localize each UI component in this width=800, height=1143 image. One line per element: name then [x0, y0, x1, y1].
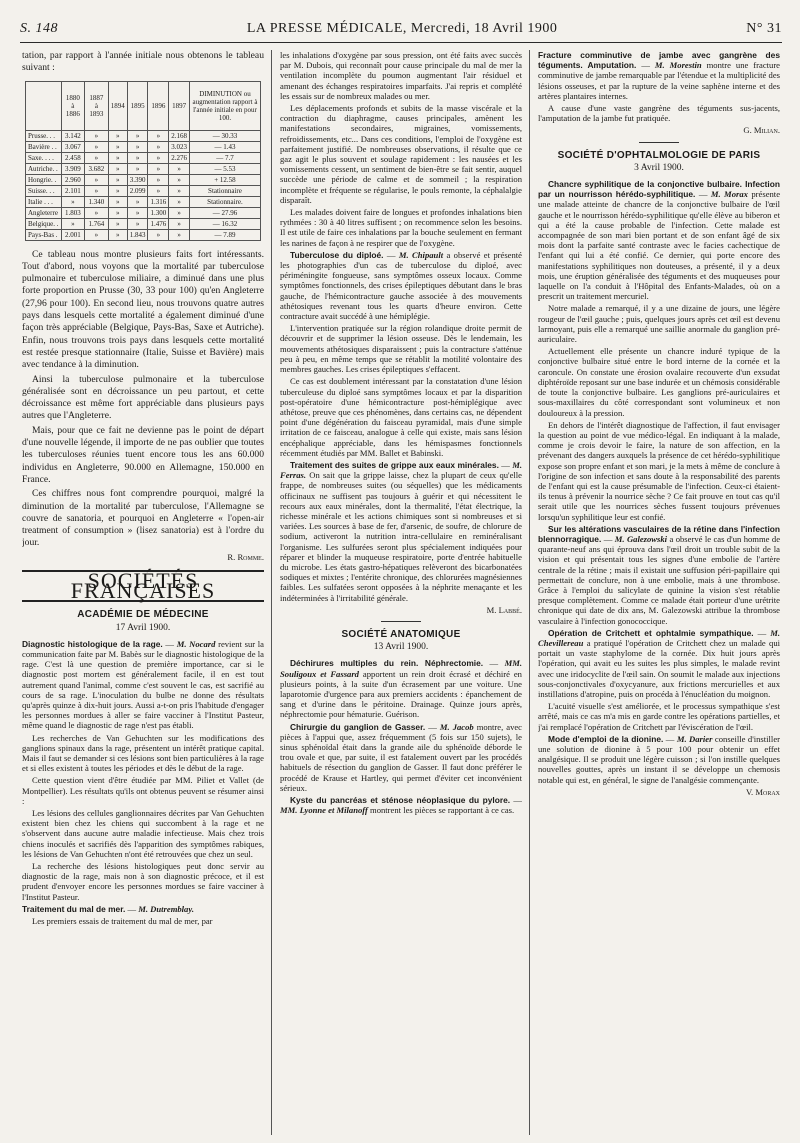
table-cell: 2.001	[61, 229, 85, 240]
table-cell: »	[61, 218, 85, 229]
table-cell: — 27.96	[189, 207, 260, 218]
table-cell: Pays-Bas .	[26, 229, 62, 240]
table-cell: »	[127, 141, 148, 152]
article: Tuberculose du diploé. — M. Chipault a observé et présenté les photographies d'un cas de tuberculose du diploé, avec périméningite fongueuse, sans symptômes osseux locaux. Comme symptômes fonctionnels, des crises épileptiques débutant dans le bras gauche, de l'hémicontracture gauche associée à des mouvements athétosiques revenant tous les quarts d'heure environ. Cette contracture avait succédé à une hémiplégie.	[280, 249, 522, 322]
article: Sur les altérations vasculaires de la rétine dans l'infection blennorragique. — M. Galezowski a observé le cas d'un homme de quarante-neuf ans qui éprouva dans l'œil droit un trouble subit de la vision et qui présentait tous les signes d'une embolie de l'artère centrale de la rétine ; mais il existait une suffusion péri-papillaire qui permettait de conclure, non à une embolie, mais à une thrombose. Grâce à l'emploi du salicylate de quinine la vision s'est rétablie presque complètement. Comme ce malade était porteur d'une urétrite chronique qui date de dix ans, M. Galezowski attribue la thrombose vasculaire à l'infection gonococcique.	[538, 523, 780, 626]
paragraph: Cette question vient d'être étudiée par MM. Piliet et Vallet (de Montpellier). Les résultats qu'ils ont obtenus peuvent se résumer ainsi :	[22, 775, 264, 806]
table-cell: »	[108, 174, 127, 185]
article-author: M. Nocard	[176, 638, 216, 649]
paragraph: Mais, pour que ce fait ne devienne pas le point de départ d'une nouvelle légende, il importe de ne pas oublier que toutes les tuberculoses réunies tuent encore tous les ans 60.000 individus en Angleterre, 90.000 en Allemagne, 150.000 en France.	[22, 424, 264, 485]
signature: R. Romme.	[227, 551, 264, 562]
article-author: MM. Lyonne et Milanoff	[280, 805, 368, 816]
table-cell: »	[85, 185, 109, 196]
signature: M. Labbé.	[486, 604, 522, 615]
table-row	[26, 130, 261, 141]
paragraph: A cause d'une vaste gangrène des téguments sus-jacents, l'amputation de la jambe fut pratiquée.	[538, 103, 780, 124]
table-cell: »	[85, 130, 109, 141]
table-cell: »	[85, 152, 109, 163]
table-cell: »	[169, 207, 190, 218]
table-cell: 3.142	[61, 130, 85, 141]
article-author: M. Jacob	[439, 721, 474, 732]
table-cell: »	[127, 130, 148, 141]
paragraph: Notre malade a remarqué, il y a une dizaine de jours, une légère rougeur de l'œil gauche ; puis, quelques jours après cet œil est devenu larmoyant, puis elle a remarqué une saillie anormale du ganglion pré-auriculaire.	[538, 303, 780, 345]
article-text: montrent les pièces se rapportant à ce cas.	[370, 805, 515, 816]
article: Traitement des suites de grippe aux eaux minérales. — M. Ferras. On sait que la grippe laisse, chez la plupart de ceux qu'elle frappe, de nombreuses suites (ou séquelles) que les médicaments officinaux ne suffisent pas toujours à guérir et qui nécessitent le recours aux eaux minérales, dont la thermalité, l'état électrique, la richesse minérale et les actions chimiques sont si nombreuses et si variées. Les sources à base de fer, d'arsenic, de soufre, de chlorure de sodium, activeront la nutrition intra-cellulaire en reminéralisant l'organisme. Les sulfurées seront plus spécialement indiquées pour réparer et blinder la muqueuse respiratoire, porte d'entrée habituelle du microbe. Les états gastro-hépatiques relèveront des bicarbonatées sodiques et mixtes ; l'entérite chronique, des chlorurées magnésiennes faibles. Les sulfatées seront opposées à la néphrite menaçante et les indéterminées à l'irritabilité générale.	[280, 459, 522, 603]
paragraph: les inhalations d'oxygène par sous pression, ont été faits avec succès par M. Dubois, qui reconnaît pour cause principale du mal de mer la ventilation incomplète du poumon augmentant l'air résiduel et amenant des échanges respiratoires imparfaits. J'ai repris et complété les essais sur de nombreux malades ou mer.	[280, 50, 522, 101]
paragraph: Ces chiffres nous font comprendre pourquoi, malgré la diminution de la mortalité par tuberculose, l'Allemagne se couvre de sanatoria, et pourquoi en Angleterre « l'open-air treatment of consumption » (lisez sanatoria) est à l'ordre du jour.	[22, 488, 264, 549]
article-author: M. Chevillereau	[538, 627, 780, 648]
table-header-cell: 1887 à 1893	[85, 81, 109, 130]
signature: V. Morax	[745, 786, 780, 797]
article-text: revient sur la communication faite par M. Babès sur le diagnostic histologique de la rage. C'est là une question de première importance, car si le diagnostic post mortem est généralement facile, il en est tout autrement quand l'animal, comme c'est souvent le cas, est sacrifié au cours de sa rage. L'inoculation du bulbe ne donne des résultats qu'après quinze à dix-huit jours. Aussi a-t-on pris l'habitude d'engager les personnes mordues à aller se faire vacciner à l'Institut Pasteur, même quand le diagnostic de rage n'est pas établi.	[22, 638, 264, 731]
page-number: S. 148	[20, 21, 58, 36]
table-row	[26, 207, 261, 218]
article-title: Déchirures multiples du rein. Néphrectomie.	[290, 658, 484, 669]
article-title: Fracture comminutive de jambe avec gangrène des téguments. Amputation.	[538, 50, 780, 71]
paragraph: tation, par rapport à l'année initiale nous obtenons le tableau suivant :	[22, 50, 264, 74]
table-cell: Italie . . .	[26, 196, 62, 207]
table-cell: — 16.32	[189, 218, 260, 229]
article-text: présente une malade atteinte de chancre de la conjonctive bulbaire de l'œil gauche et le nourrisson hérédo-syphilitique qu'elle élève au biberon et qui a été la cause probable de l'infection. Cette malade est accompagnée de son mari bien portant et de son enfant âgé de six mois dont la parfaite santé contraste avec le facies cachectique de l'enfant qui lui a été confié. Ce dernier, qui porte encore des manifestations syphilitiques non douteuses, a présenté, il y a deux mois, une éruption généralisée des téguments et des muqueuses pour laquelle on l'a conduit à l'Hôpital des Enfants-Malades, où on a prescrit un traitement mercuriel.	[538, 189, 780, 302]
table-cell: Saxe. . . .	[26, 152, 62, 163]
article-author: M. Darier	[676, 733, 713, 744]
article-title: Mode d'emploi de la dionine.	[548, 733, 664, 744]
table-cell: 3.067	[61, 141, 85, 152]
article: Mode d'emploi de la dionine. — M. Darier conseille d'instiller une solution de dionine à 5 pour 100 pour obtenir un effet analgésique. Il se produit une légère cuisson ; si l'on instille quelques nouvelles gouttes, après un instant il se développe un chemosis notable qui est, en général, le signe de l'analgésie commençante.	[538, 733, 780, 785]
table-cell: »	[169, 174, 190, 185]
article-author: M. Morax	[710, 189, 748, 200]
signature: G. Milian.	[743, 125, 780, 136]
article-title: Kyste du pancréas et sténose néoplasique du pylore.	[290, 795, 511, 806]
table-header-cell	[26, 81, 62, 130]
article-author: M. Chipault	[398, 249, 444, 260]
table-cell: »	[108, 152, 127, 163]
paragraph: Les malades doivent faire de longues et profondes inhalations bien rythmées : 30 à 40 litres suffisent ; on recommence selon les besoins. Il est utile de faire ces inhalations par la bouche seulement en fermant les narines de façon à ne respirer que de l'oxygène.	[280, 207, 522, 248]
page-header	[20, 18, 782, 40]
table-cell: 3.023	[169, 141, 190, 152]
article-title: Sur les altérations vasculaires de la rétine dans l'infection blennorragique.	[538, 523, 780, 544]
article: Déchirures multiples du rein. Néphrectomie. — MM. Souligoux et Fassard apportent un rein droit écrasé et déchiré en plusieurs points, à la suite d'un écrasement par une voiture. Une laparotomie d'urgence para aux premiers accidents : épanchement de sang et d'urine dans le péritoine. Drainage. Quinze jours après, néphrectomie pour hématurie. Guérison.	[280, 658, 522, 720]
society-heading: SOCIÉTÉ D'OPHTALMOLOGIE DE PARIS	[557, 149, 761, 161]
table-cell: — 7.89	[189, 229, 260, 240]
table-cell: »	[169, 185, 190, 196]
table-row	[26, 163, 261, 174]
table-header-cell: 1894	[108, 81, 127, 130]
article-text: conseille d'instiller une solution de dionine à 5 pour 100 pour obtenir un effet analgésique. Il se produit une légère cuisson ; si l'on instille quelques nouvelles gouttes, après un instant il se développe un chemosis notable qui est, en général, le signe de l'analgésie commençante.	[538, 733, 780, 785]
paragraph: Les recherches de Van Gehuchten sur les modifications des ganglions spinaux dans la rage, présentent un intérêt pratique capital. Mais il faut se demander si ces lésions sont bien particulières à la rage et si elles existent à toutes les périodes et dès le début de la rage.	[22, 732, 264, 774]
divider	[639, 142, 679, 143]
table-cell: Bavière . .	[26, 141, 62, 152]
table-cell: 2.960	[61, 174, 85, 185]
table-cell: 1.803	[61, 207, 85, 218]
table-cell: 2.168	[169, 130, 190, 141]
table-cell: »	[148, 130, 169, 141]
column-1	[22, 50, 264, 1135]
table-cell: »	[85, 229, 109, 240]
table-row	[26, 229, 261, 240]
table-cell: »	[127, 207, 148, 218]
session-date: 3 Avril 1900.	[634, 162, 684, 173]
table-cell: — 5.53	[189, 163, 260, 174]
article-author: MM. Souligoux et Fassard	[280, 658, 522, 679]
article: Opération de Critchett et ophtalmie sympathique. — M. Chevillereau a pratiqué l'opération de Critchett chez un malade qui portait un vaste staphylome de la cornée. Dix huit jours après l'opération, qui avait eu les suites les plus simples, le malade revint avec une iridocyclite de l'œil sain. On soumit le malade aux injections sous-conjonctivales d'oxycyanure, aux frictions mercurielles et aux instillations d'atropine, puis on procéda à l'énucléation du moignon.	[538, 627, 780, 699]
table-cell: »	[108, 141, 127, 152]
table-cell: 3.909	[61, 163, 85, 174]
table-cell: »	[169, 229, 190, 240]
table-header-cell: 1896	[148, 81, 169, 130]
table-cell: »	[108, 218, 127, 229]
table-cell: »	[108, 163, 127, 174]
article-text: apportent un rein droit écrasé et déchiré en plusieurs points, à la suite d'un écrasement par une voiture. Une laparotomie d'urgence para aux premiers accidents : épanchement de sang et d'urine dans le péritoine. Drainage. Quinze jours après, néphrectomie pour hématurie. Guérison.	[280, 668, 522, 720]
article-author: M. Ferras.	[280, 459, 522, 481]
table-header-cell: 1897	[169, 81, 190, 130]
article-text: a observé et présenté les photographies d'un cas de tuberculose du diploé, avec périméningite fongueuse, sans symptômes osseux locaux. Comme symptômes fonctionnels, des crises épileptiques débutant dans le bras gauche, de l'hémicontracture gauche associée à des mouvements athétosiques revenant tous les quarts d'heure environ. Cette contracture avait succédé à une hémiplégie.	[280, 249, 522, 322]
paragraph: Les lésions des cellules ganglionnaires décrites par Van Gehuchten existent bien chez les chiens qui succombent à la rage et ne s'observent dans aucune autre maladie infectieuse. Mais chez trois chiens inoculés et sacrifiés dès l'apparition des symptômes rabiques, les lésions de Van Gehuchten n'ont été retrouvées que chez un seul.	[22, 807, 264, 859]
table-cell: Hongrie. .	[26, 174, 62, 185]
table-cell: »	[85, 174, 109, 185]
table-cell: »	[127, 152, 148, 163]
column-divider	[529, 50, 530, 1135]
table-row	[26, 174, 261, 185]
article-title: Diagnostic histologique de la rage.	[22, 638, 163, 649]
article-author: M. Dutremblay.	[138, 903, 194, 914]
article-text: montre une fracture comminutive de jambe remarquable par l'étendue et la multiplicité des lésions osseuses, et par la rupture de la veine saphène interne et des artères plantaires internes.	[538, 60, 780, 101]
article: Chancre syphilitique de la conjonctive bulbaire. Infection par un nourrisson hérédo-syphilitique. — M. Morax présente une malade atteinte de chancre de la conjonctive bulbaire de l'œil gauche et le nourrisson hérédo-syphilitique qu'elle élève au biberon et qui a été la cause probable de l'infection. Cette malade est accompagnée de son mari bien portant et de son enfant âgé de six mois dont la parfaite santé contraste avec le facies cachectique de l'enfant qui lui a été confié. Ce dernier, qui porte encore des manifestations syphilitiques non douteuses, a présenté, il y a deux mois, une éruption généralisée des téguments et des muqueuses pour laquelle on l'a conduit à l'Hôpital des Enfants-Malades, où on a prescrit un traitement mercuriel.	[538, 179, 780, 302]
article-text: On sait que la grippe laisse, chez la plupart de ceux qu'elle frappe, de nombreuses suites (ou séquelles) que les médicaments officinaux ne suffisent pas toujours à guérir et qui nécessitent le recours aux eaux minérales, dont la thermalité, l'état électrique, la richesse minérale et les actions chimiques sont si nombreuses et si variées. Les sources à base de fer, d'arsenic, de soufre, de chlorure de sodium, activeront la nutrition intra-cellulaire en reminéralisant l'organisme. Les sulfurées seront plus spécialement indiquées pour réparer et blinder la muqueuse respiratoire, porte d'entrée habituelle du microbe. Les états gastro-hépatiques relèveront des bicarbonatées sodiques et mixtes ; l'entérite chronique, des chlorurées magnésiennes faibles. Les sulfatées seront opposées à la néphrite menaçante et les indéterminées à l'irritabilité générale.	[280, 470, 522, 603]
article-author: M. Galezowski	[614, 533, 668, 544]
table-cell: 1.476	[148, 218, 169, 229]
article-text: a pratiqué l'opération de Critchett chez un malade qui portait un vaste staphylome de la cornée. Dix huit jours après l'opération, qui avait eu les suites les plus simples, le malade revint avec une iridocyclite de l'œil sain. On soumit le malade aux injections sous-conjonctivales d'oxycyanure, aux frictions mercurielles et aux instillations d'atropine, puis on procéda à l'énucléation du moignon.	[538, 637, 780, 699]
article-title: Tuberculose du diploé.	[290, 249, 384, 260]
table-cell: »	[169, 163, 190, 174]
article-text: montre, avec pièces à l'appui que, assez fréquemment (5 fois sur 150 sujets), le sinus sphénoïdal était dans la grande aile du sphénoïde déborde le trou ovale et que, par suite, il est fatalement ouvert par les procédés habituels de résection du ganglion de Gasser. Il faut donc préférer le procédé de Krause et Hartley, qui permet d'éviter cet inconvénient sérieux.	[280, 721, 522, 793]
table-cell: »	[108, 207, 127, 218]
paragraph: La recherche des lésions histologiques peut donc servir au diagnostic de la rage, mais non à son diagnostic précoce, et il est prudent d'envoyer encore les personnes mordues se faire vacciner à l'Institut Pasteur.	[22, 861, 264, 902]
table-cell: + 12.58	[189, 174, 260, 185]
table-cell: »	[169, 218, 190, 229]
table-cell: »	[108, 130, 127, 141]
table-cell: 1.340	[85, 196, 109, 207]
table-cell: — 30.33	[189, 130, 260, 141]
table-row	[26, 196, 261, 207]
article-title: Opération de Critchett et ophtalmie sympathique.	[548, 627, 754, 638]
table-cell: »	[127, 196, 148, 207]
article: Diagnostic histologique de la rage. — M. Nocard revient sur la communication faite par M. Babès sur le diagnostic histologique de la rage. C'est là une question de première importance, car si le diagnostic post mortem est généralement facile, il en est tout autrement quand l'animal, comme c'est souvent le cas, est sacrifié au cours de sa rage. L'inoculation du bulbe ne donne des résultats qu'après quinze à dix-huit jours. Aussi a-t-on pris l'habitude d'engager les personnes mordues à aller se faire vacciner à l'Institut Pasteur, même quand le diagnostic de rage n'est pas établi.	[22, 638, 264, 731]
section-banner: SOCIÉTÉS FRANÇAISES	[22, 570, 264, 602]
table-cell: 2.101	[61, 185, 85, 196]
table-cell: 3.390	[127, 174, 148, 185]
table-cell: »	[169, 196, 190, 207]
session-date: 17 Avril 1900.	[115, 622, 171, 633]
table-cell: 1.843	[127, 229, 148, 240]
column-divider	[271, 50, 272, 1135]
table-cell: Belgique. .	[26, 218, 62, 229]
table-cell: 2.276	[169, 152, 190, 163]
table-cell: »	[148, 163, 169, 174]
society-heading: SOCIÉTÉ ANATOMIQUE	[341, 628, 461, 640]
paragraph: Ainsi la tuberculose pulmonaire et la tuberculose généralisée sont en décroissance un peu partout, et cette décroissance est même fort appréciable dans plusieurs pays autres que l'Angleterre.	[22, 373, 264, 422]
article: Kyste du pancréas et sténose néoplasique du pylore. — MM. Lyonne et Milanoff montrent les pièces se rapportant à ce cas.	[280, 795, 522, 816]
article-text: a observé le cas d'un homme de quarante-neuf ans qui éprouva dans l'œil droit un trouble subit de la vision et qui présentait tous les signes d'une embolie de l'artère centrale de la rétine ; mais il existait une suffusion péri-papillaire qui permettait de conclure, non à une embolie, mais à une thrombose. Grâce à l'emploi du salicylate de quinine la vision s'est rétablie presque complètement. Comme ce malade était porteur d'une urétrite chronique qui date de dix ans, M. Galezowski attribue la thrombose vasculaire à l'infection gonococcique.	[538, 533, 780, 626]
table-cell: »	[108, 185, 127, 196]
society-heading: ACADÉMIE DE MÉDECINE	[77, 609, 209, 621]
table-cell: 1.316	[148, 196, 169, 207]
table-cell: »	[148, 141, 169, 152]
table-cell: — 1.43	[189, 141, 260, 152]
table-cell: »	[61, 196, 85, 207]
table-cell: 2.458	[61, 152, 85, 163]
table-row	[26, 218, 261, 229]
session-date: 13 Avril 1900.	[373, 642, 429, 653]
table-cell: 1.764	[85, 218, 109, 229]
paragraph: Ce tableau nous montre plusieurs faits fort intéressants. Tout d'abord, nous voyons que la mortalité par tuberculose pulmonaire et tuberculose miliaire, a diminué dans une plus forte proportion en Prusse (30, 33 pour 100) qu'en Angleterre (27,96 pour 100). En second lieu, nous trouvons quatre autres pays dans lesquels cette mortalité a également diminué d'une façon très appréciable (Belgique, Pays-Bas, Saxe et Autriche). Enfin, nous trouvons trois pays dans lesquels cette mortalité est restée presque stationnaire (Italie, Suisse et Bavière) mais avec tendance à la diminution.	[22, 248, 264, 371]
table-cell: »	[148, 229, 169, 240]
article: Fracture comminutive de jambe avec gangrène des téguments. Amputation. — M. Morestin montre une fracture comminutive de jambe remarquable par l'étendue et la multiplicité des lésions osseuses, et par la rupture de la veine saphène interne et des artères plantaires internes.	[538, 50, 780, 101]
table-cell: 2.099	[127, 185, 148, 196]
mortality-table	[25, 81, 261, 241]
table-cell: — 7.7	[189, 152, 260, 163]
article-title: Traitement du mal de mer.	[22, 903, 126, 914]
table-header-cell: DIMINUTION ou augmentation rapport à l'année initiale en pour 100.	[189, 81, 260, 130]
paragraph: En dehors de l'intérêt diagnostique de l'affection, il faut envisager la question au point de vue médico-légal. En indiquant à la malade, comme je crois devoir le faire, la nature de son affection, en la prévenant des dangers auxquels la présence de cet hérédo-syphilitique expose son propre enfant et son mari, je la mets à même de conclure à l'origine de son infection et sans doute à la responsabilité des parents de l'enfant qui est la cause présumable de l'infection. Ceux-ci étaient-ils tenus à prévenir la nourrice sèche ? Ce fait prouve en tout cas qu'il serait utile que les nourrices sèches fussent toujours prévenues lorsqu'un syphilitique leur est confié.	[538, 419, 780, 522]
issue-number: N° 31	[746, 21, 782, 36]
table-cell: »	[148, 152, 169, 163]
article-title: Traitement des suites de grippe aux eaux minérales.	[290, 459, 499, 470]
table-cell: Stationnaire.	[189, 196, 260, 207]
journal-title: LA PRESSE MÉDICALE, Mercredi, 18 Avril 1900	[246, 21, 558, 36]
table-cell: 1.300	[148, 207, 169, 218]
paragraph: Les premiers essais de traitement du mal de mer, par	[32, 916, 213, 927]
article-title: Chirurgie du ganglion de Gasser.	[290, 721, 426, 732]
column-2	[280, 50, 522, 1135]
table-cell: »	[127, 218, 148, 229]
table-cell: »	[127, 163, 148, 174]
divider	[381, 621, 421, 622]
table-row	[26, 141, 261, 152]
article: Chirurgie du ganglion de Gasser. — M. Jacob montre, avec pièces à l'appui que, assez fréquemment (5 fois sur 150 sujets), le sinus sphénoïdal était dans la grande aile du sphénoïde déborde le trou ovale et que, par suite, il est fatalement ouvert par les procédés habituels de résection du ganglion de Gasser. Il faut donc préférer le procédé de Krause et Hartley, qui permet d'éviter cet inconvénient sérieux.	[280, 721, 522, 793]
table-header-cell: 1880 à 1886	[61, 81, 85, 130]
table-cell: Suisse. . .	[26, 185, 62, 196]
article-title: Chancre syphilitique de la conjonctive bulbaire. Infection par un nourrisson hérédo-syphilitique.	[538, 179, 780, 200]
table-cell: Stationnaire	[189, 185, 260, 196]
table-cell: »	[85, 141, 109, 152]
table-row	[26, 152, 261, 163]
article: Traitement du mal de mer. — M. Dutremblay.	[22, 903, 194, 914]
paragraph: Les déplacements profonds et subits de la masse viscérale et la contraction du diaphragme, causes principales, amènent les manifestations secondaires, migraines, vomissements, refroidissements, etc... Dans ces conditions, l'emploi de l'oxygène est parfaitement justifié. De nombreuses observations, il résulte que ce gaz agit le plus souvent et soulage rapidement : les nausées et les vomissements cessent, un sentiment de bien-être se fait sentir, auquel succède une période de calme et de sommeil ; la respiration incomplète et fréquente se régularise, le pouls remonte, la céphalalgie disparaît.	[280, 103, 522, 205]
table-cell: 3.682	[85, 163, 109, 174]
paragraph: L'intervention pratiquée sur la région rolandique droite permit de découvrir et de supprimer la lésion osseuse. Dès le lendemain, les mouvements athétosiques disparaissent ; puis la contracture s'atténue peu à peu, en même temps que se rétablit la motilité volontaire des membres gauches. Les crises épileptiques s'effacent.	[280, 323, 522, 375]
paragraph: Ce cas est doublement intéressant par la constatation d'une lésion tuberculeuse du diploé sans symptômes locaux et par la disparition post-opératoire d'une hémicontracture post-hémiplégique avec athétose, preuve que ces phénomènes, dans certains cas, ne dépendent point d'une dégénération du faisceau pyramidal, mais d'une simple irritation de ce faisceau, analogue à celle qui existe, mais sans lésion encéphalique appréciable, dans les hémispasmes fonctionnels récemment étudiés par MM. Ballet et Babinski.	[280, 376, 522, 458]
table-cell: Prusse. . .	[26, 130, 62, 141]
table-header-cell: 1895	[127, 81, 148, 130]
table-cell: »	[148, 174, 169, 185]
table-cell: Angleterre	[26, 207, 62, 218]
paragraph: L'acuité visuelle s'est améliorée, et le processus sympathique s'est arrêté, mais ce cas m'a mis en garde contre les opérations partielles, et j'ai remplacé l'opération de Critchett par l'éviscération de l'œil.	[538, 701, 780, 732]
table-cell: Autriche. .	[26, 163, 62, 174]
table-cell: »	[108, 229, 127, 240]
header-rule	[20, 42, 782, 43]
table-cell: »	[148, 185, 169, 196]
column-3	[538, 50, 780, 1135]
table-cell: »	[108, 196, 127, 207]
paragraph: Actuellement elle présente un chancre induré typique de la conjonctive bulbaire situé entre le bord interne de la cornée et la caroncule. On constate une érosion ovalaire recouverte d'un exsudat diphtéroïde reposant sur une base indurée et un chémosis considérable de toute la conjonctive bulbaire. Les ganglions pré-auriculaires et sous-maxillaires du côté correspondant sont volumineux et non douloureux à la pression.	[538, 346, 780, 418]
article-author: M. Morestin	[654, 60, 702, 71]
table-row	[26, 185, 261, 196]
table-cell: »	[85, 207, 109, 218]
